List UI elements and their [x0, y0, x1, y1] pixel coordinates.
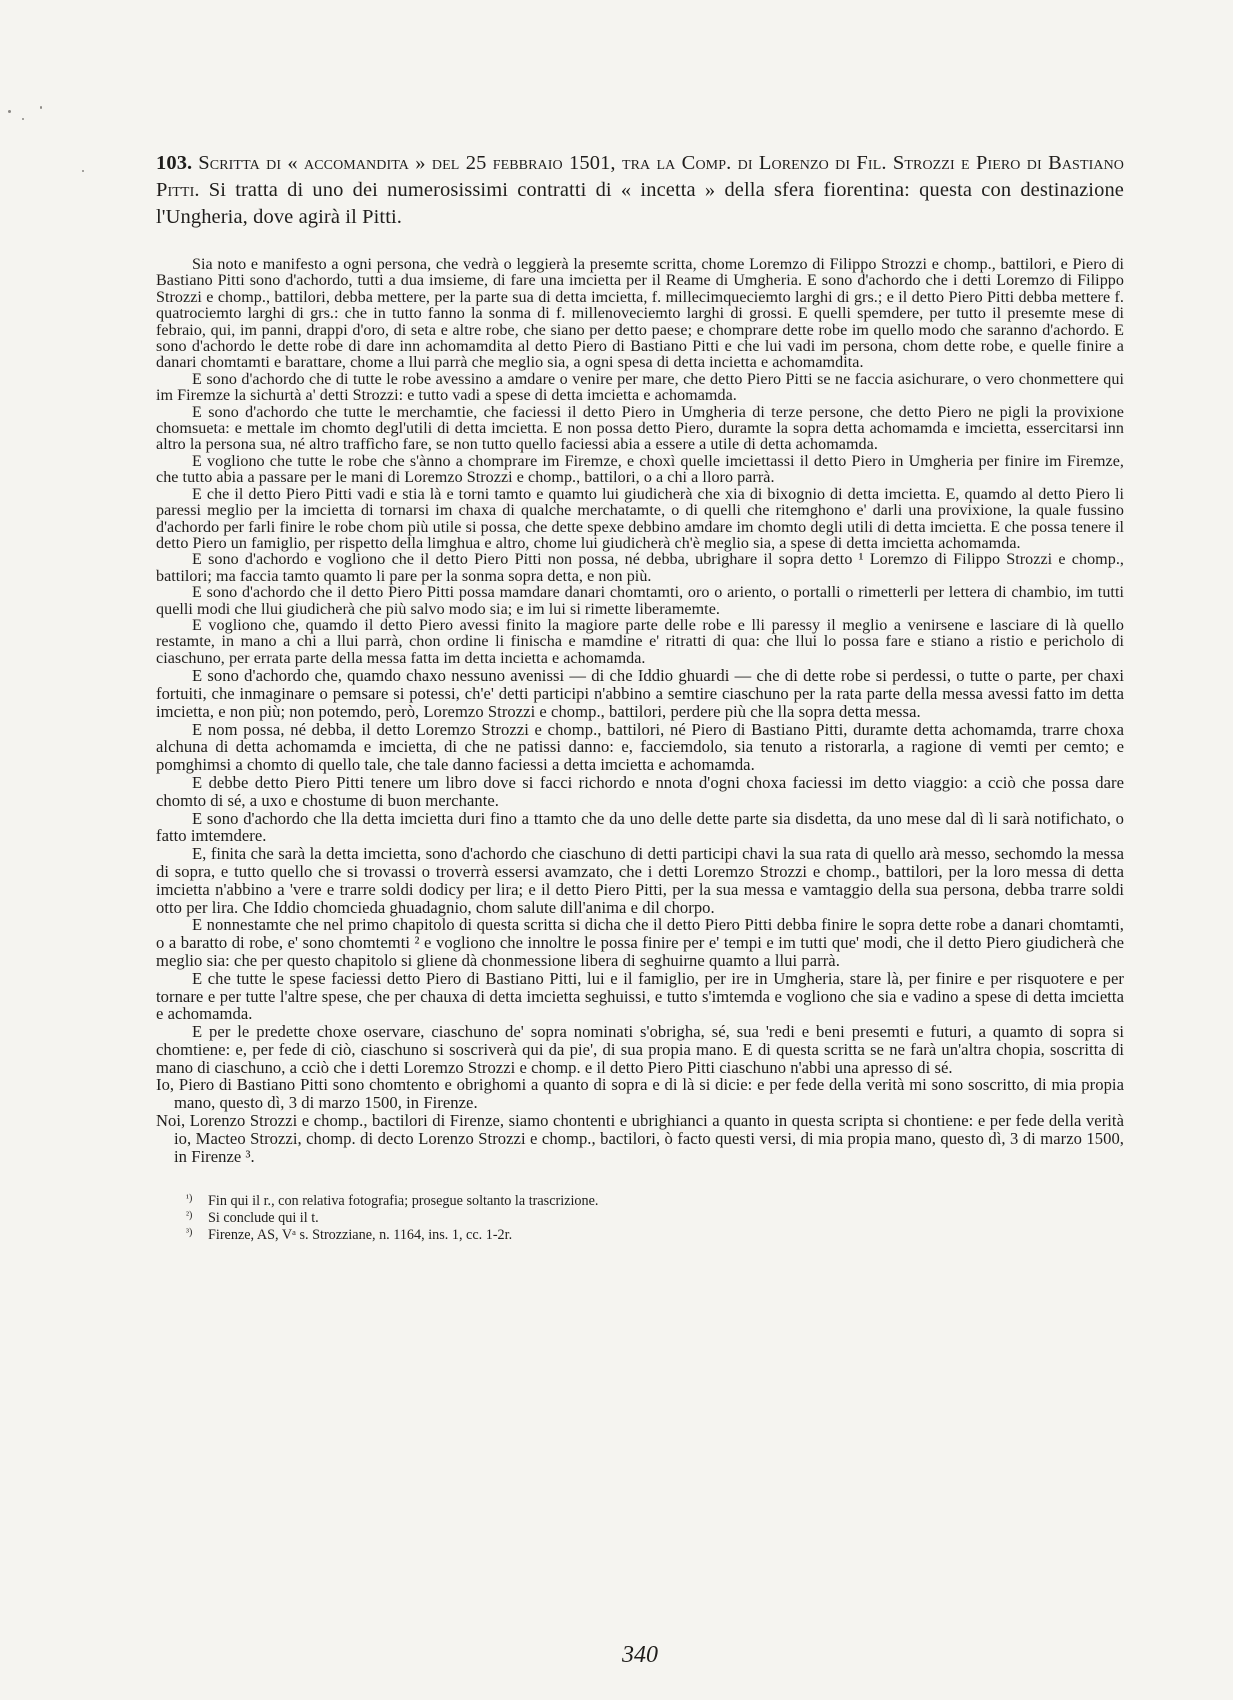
- paper-speck: [22, 118, 24, 120]
- heading-description: Si tratta di uno dei numerosissimi contratti di « incetta » della sfera fiorentina: questa con destinazione l'Ungheria, dove agirà il Pitti.: [156, 179, 1124, 228]
- paragraph: E sono d'achordo che, quamdo chaxo nessuno avenissi — di che Iddio ghuardi — che di dette robe si perdessi, o tutte o parte, per chaxi fortuiti, che inmaginare o pemsare si potessi, ch'e' detti participi n'abbino a semtire ciaschuno per la rata parte della messa avessi fatto im detta imcietta, e non più; non potemdo, però, Loremzo Strozzi e chomp., battilori, perdere più che lla sopra detta messa.: [156, 666, 1124, 721]
- footnote: [186, 1227, 1124, 1244]
- signature-strozzi: Noi, Lorenzo Strozzi e chomp., bactilori di Firenze, siamo chontenti e ubrighianci a quanto in questa scripta si chontiene: e per fede della verità io, Macteo Strozzi, chomp. di decto Lorenzo Strozzi e chomp., bactilori, ò facto questi versi, di mia propia mano, questo dì, 3 di marzo 1500, in Firenze ³.: [156, 1111, 1124, 1166]
- paragraph: E debbe detto Piero Pitti tenere um libro dove si facci richordo e nnota d'ogni choxa faciessi im detto viaggio: a cciò che possa dare chomto di sé, a uxo e chostume di buon merchante.: [156, 772, 1124, 810]
- paragraph: E sono d'achordo e vogliono che il detto Piero Pitti non possa, né debba, ubrighare il sopra detto ¹ Loremzo di Filippo Strozzi e chomp., battilori; ma faccia tamto quamto li pare per la sonma sopra detta, e non più.: [156, 551, 1124, 585]
- heading-title: Scritta di « accomandita » del 25 febbraio 1501, tra la Comp. di Lorenzo di Fil. Strozzi e Piero di Bastiano Pitti.: [156, 152, 1124, 201]
- footnote: [186, 1193, 1124, 1210]
- footnotes: [186, 1193, 1124, 1244]
- paper-speck: [8, 110, 11, 113]
- page-number: 340: [622, 1642, 658, 1668]
- footnote: [186, 1210, 1124, 1227]
- paragraph: E vogliono che, quamdo il detto Piero avessi finito la magiore parte delle robe e lli paressy il meglio a venirsene e lasciare di là quello restamte, in mano a chi a llui parrà, chon ordine li finischa e mamdine e' ritratti di qua: che llui lo possa fare e stiano a ristio e pericholo di ciaschuno, per errata parte della messa fatta im detta incietta e achomamda.: [156, 616, 1124, 667]
- footnote-text: Si conclude qui il t.: [208, 1210, 319, 1227]
- paper-speck: [82, 170, 84, 172]
- paragraph: E che il detto Piero Pitti vadi e stia là e torni tamto e quamto lui giudicherà che xia di bixognio di detta imcietta. E, quamdo al detto Piero li paressi meglio per la imcietta di tornarsi im chaxa di qualche merchatamte, o di quelli che ritemghono e' darli una provixione, la quale fussino d'achordo per farli finire le robe chom più utile si possa, che dette spexe debbino amdare im chomto degli utili di detta imcietta. E che possa tenere il detto Piero un famiglio, per rispetto della limghua e altro, chome lui giudicherà ch'è meglio sia, a spese di detta imcietta achomamda.: [156, 485, 1124, 552]
- document-number: 103.: [156, 152, 193, 174]
- paper-speck: [40, 106, 42, 109]
- paragraph: E vogliono che tutte le robe che s'ànno a chomprare im Firemze, e choxì quelle imciettassi il detto Piero in Umgheria per finire im Firemze, che tutto abia a passare per le mani di Loremzo Strozzi e chomp., battilori, o a chi a lloro parrà.: [156, 452, 1124, 487]
- paragraph: Sia noto e manifesto a ogni persona, che vedrà o leggierà la presemte scritta, chome Loremzo di Filippo Strozzi e chomp., battilori, e Piero di Bastiano Pitti sono d'achordo, tutti a dua imsieme, di fare una imcietta per il Reame di Umgheria. E sono d'achordo che i detti Loremzo di Filippo Strozzi e chomp., battilori, debba mettere, per la parte sua di detta imcietta, f. millecimqueciemto larghi di grs.; e il detto Piero Pitti debba mettere f. quatrociemto larghi di grs.: che in tutto fanno la sonma di f. millenoveciemto larghi di grossi. E quelli spemdere, per tutto il presemte mese di febraio, qui, im panni, drappi d'oro, di seta e altre robe, che siano per detto paese; e chomprare dette robe im quello modo che saranno d'achordo. E sono d'achordo le dette robe di dare inn achomamdita al detto Piero di Bastiano Pitti e che lui vadi im persona, chom dette robe, e quelle finire a danari chomtamti e barattare, chome a llui parrà che meglio sia, a ogni spesa di detta incietta e achomamdita.: [156, 256, 1124, 372]
- footnote-text: Firenze, AS, Vᵃ s. Strozziane, n. 1164, ins. 1, cc. 1-2r.: [208, 1227, 513, 1244]
- paragraph: E che tutte le spese faciessi detto Piero di Bastiano Pitti, lui e il famiglio, per ire in Umgheria, stare là, per finire e per risquotere e per tornare e per tutte l'altre spese, che per chauxa di detta imcietta seghuissi, e tutto s'imtemda e vogliono che sia e vadino a spese di detta imcietta e achomamda.: [156, 968, 1124, 1024]
- document-heading: [156, 150, 1124, 231]
- paragraph: E nom possa, né debba, il detto Loremzo Strozzi e chomp., battilori, né Piero di Bastiano Pitti, duramte detta achomamda, trarre choxa alchuna di detta achomamda e imcietta, di che ne patissi danno: e, facciemdolo, sia tenuto a ristorarla, a ragione di vemti per cemto; e pomghimsi a chomto di quello tale, che tale danno faciessi a detta imcietta e achomamda.: [156, 719, 1124, 775]
- paragraph: E sono d'achordo che di tutte le robe avessino a amdare o venire per mare, che detto Piero Pitti se ne faccia asichurare, o vero chonmettere qui im Firemze la sichurtà a' detti Strozzi: e tutto vadi a spese di detta imcietta e achomamda.: [156, 370, 1124, 405]
- paragraph: E sono d'achordo che tutte le merchamtie, che faciessi il detto Piero in Umgheria di terze persone, che detto Piero ne pigli la provixione chomsueta: e mettale im chomto degl'utili di detta imcietta. E non possa detto Piero, duramte la sopra detta achomamda e imcietta, essercitarsi inn altro la persona sua, né altro traffìcho fare, se non tutto quello faciessi abia a essere a utile di detta achomamda.: [156, 403, 1124, 454]
- footnote-mark: ¹): [186, 1193, 193, 1205]
- paragraph: E sono d'achordo che lla detta imcietta duri fino a ttamto che da uno delle dette parte sia disdetta, da uno mese dal dì li sarà notifichato, o fatto imtemdere.: [156, 808, 1124, 846]
- paragraph: E nonnestamte che nel primo chapitolo di questa scritta si dicha che il detto Piero Pitti debba finire le sopra dette robe a danari chomtamti, o a baratto di robe, e' sono chomtemti ² e vogliono che innoltre le possa finire per e' tempi e im tutti que' modi, che il detto Piero giudicherà che meglio sia: che per questo chapitolo si gliene dà chonmessione libera di seghuirne quamto a llui parrà.: [156, 915, 1124, 970]
- footnote-mark: ²): [186, 1210, 193, 1222]
- paragraph: E, finita che sarà la detta imcietta, sono d'achordo che ciaschuno di detti participi chavi la sua rata di quello arà messo, sechomdo la messa di sopra, e tutto quello che si trovassi o troverrà essersi avamzato, che i detti Loremzo Strozzi e chomp., battilori, per la loro messa di detta imcietta n'abbino a 'vere e trarre soldi dodicy per lira; e il detto Piero Pitti, per la sua messa e vamtaggio della sua persona, debba trarre soldi otto per lira. Che Iddio chomcieda ghuadagnio, chom salute dill'anima e dil chorpo.: [156, 844, 1124, 917]
- paragraph: E sono d'achordo che il detto Piero Pitti possa mamdare danari chomtamti, oro o ariento, o portalli o rimetterli per lettera di chambio, im tutti quelli modi che llui giudicherà che più salvo modo sia; e im lui si rimette liberamemte.: [156, 584, 1124, 618]
- document-body: [156, 257, 1124, 1165]
- document-page: [156, 150, 1124, 1244]
- footnote-mark: ³): [186, 1227, 193, 1239]
- paragraph: E per le predette choxe oservare, ciaschuno de' sopra nominati s'obrigha, sé, sua 'redi e beni presemti e futuri, a quamto di sopra si chomtiene: e, per fede di ciò, ciaschuno si soscriverà qui da pie', di sua propia mano. E di questa scritta se ne farà un'altra chopia, soscritta di mano di ciaschuno, a cciò che i detti Loremzo Strozzi e chomp. e il detto Piero Pitti ciaschuno n'abbi una apresso di sé.: [156, 1022, 1124, 1077]
- footnote-text: Fin qui il r., con relativa fotografia; prosegue soltanto la trascrizione.: [208, 1193, 599, 1210]
- signature-pitti: Io, Piero di Bastiano Pitti sono chomtento e obrighomi a quanto di sopra e di là si dicie: e per fede della verità mi sono soscritto, di mia propia mano, questo dì, 3 di marzo 1500, in Firenze.: [156, 1075, 1124, 1113]
